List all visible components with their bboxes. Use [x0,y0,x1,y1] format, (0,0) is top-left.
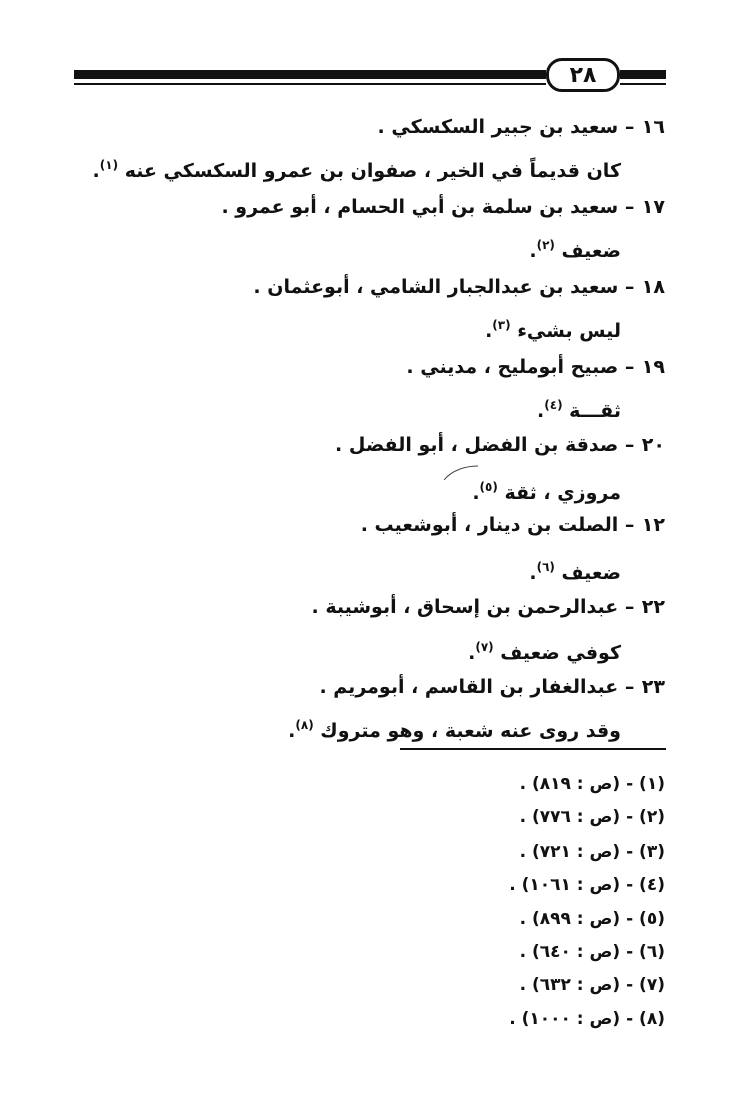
entry-note: ثقـــة [569,400,621,422]
entry-note: كان قديماً في الخير ، صفوان بن عمرو السكسكي عنه [124,160,621,182]
entry-21-name-line [361,510,665,540]
entry-end: . [472,482,480,504]
footnote-5: (٥) - (ص : ٨٩٩) . [519,909,665,929]
header-rule-left [74,70,546,79]
entry-note: مروزي ، ثقة [504,482,621,504]
footnote-ref: (٦) [536,560,555,574]
entry-note: ضعيف [561,562,621,584]
footnote-3: (٣) - (ص : ٧٢١) . [519,842,665,862]
entry-dash: – [624,356,635,378]
footnote-2: (٢) - (ص : ٧٧٦) . [519,807,665,827]
footnote-separator [400,748,666,750]
footnote-ref: (٨) [295,718,314,732]
entry-dash: – [624,276,635,298]
entry-name: عبدالغفار بن القاسم ، أبومريم . [319,676,619,698]
footnote-ref: (١) [99,158,119,172]
entry-name: سعيد بن سلمة بن أبي الحسام ، أبو عمرو . [221,196,619,218]
entry-dash: – [624,434,635,456]
entry-end: . [288,720,296,742]
entry-18-name-line [253,272,665,302]
entry-20-note-line [472,472,621,502]
entry-dash: – [624,116,635,138]
footnote-ref: (٣) [492,318,511,332]
entry-name: صبيح أبومليح ، مديني . [406,356,619,378]
entry-19-name-line [406,352,665,382]
header-rule-left-thin [74,83,546,85]
entry-22-note-line [468,632,621,662]
footnote-7: (٧) - (ص : ٦٣٢) . [519,975,665,995]
entry-23-name-line [319,672,665,702]
entry-22-name-line [312,592,666,622]
entry-number: ١٩ [641,356,665,378]
entry-end: . [485,320,493,342]
header-rule-right [620,70,666,79]
footnote-6: (٦) - (ص : ٦٤٠) . [519,942,665,962]
entry-dash: – [624,676,635,698]
entry-19-note-line [537,390,621,420]
entry-number: ٢٢ [641,596,665,618]
entry-name: سعيد بن جبير السكسكي . [377,116,619,138]
entry-16-name-line [378,112,665,142]
entry-dash: – [624,514,635,536]
entry-note: ليس بشيء [517,320,621,342]
entry-name: عبدالرحمن بن إسحاق ، أبوشيبة . [311,596,619,618]
entry-16-note-line [93,150,621,180]
entry-note: ضعيف [561,240,621,262]
entry-number: ١٦ [641,116,665,138]
entry-name: الصلت بن دينار ، أبوشعيب . [360,514,619,536]
entry-number: ٢٣ [641,676,665,698]
entry-end: . [537,400,545,422]
footnote-8: (٨) - (ص : ١٠٠٠) . [509,1009,665,1029]
entry-number: ٢٠ [641,434,665,456]
footnote-ref: (٤) [544,398,563,412]
page-number: ٢٨ [546,58,620,92]
entry-dash: – [624,196,635,218]
header-rule-right-thin [620,83,666,85]
footnote-1: (١) - (ص : ٨١٩) . [519,774,665,794]
entry-name: صدقة بن الفضل ، أبو الفضل . [335,434,619,456]
entry-number: ١٧ [641,196,665,218]
entry-end: . [529,562,537,584]
entry-end: . [92,160,100,182]
footnote-ref: (٥) [479,480,498,494]
footnote-4: (٤) - (ص : ١٠٦١) . [509,875,665,895]
entry-18-note-line [485,310,621,340]
entry-23-note-line [288,710,621,740]
entry-note: كوفي ضعيف [500,642,621,664]
entry-20-name-line [335,430,665,460]
entry-note: وقد روى عنه شعبة ، وهو متروك [320,720,621,742]
entry-17-note-line [529,230,621,260]
entry-name: سعيد بن عبدالجبار الشامي ، أبوعثمان . [253,276,619,298]
entry-dash: – [624,596,635,618]
entry-number: ١٢ [641,514,665,536]
footnote-ref: (٢) [536,238,555,252]
entry-end: . [529,240,537,262]
entry-21-note-line [529,552,621,582]
footnote-ref: (٧) [475,640,494,654]
entry-17-name-line [221,192,665,222]
entry-number: ١٨ [641,276,665,298]
entry-end: . [468,642,476,664]
